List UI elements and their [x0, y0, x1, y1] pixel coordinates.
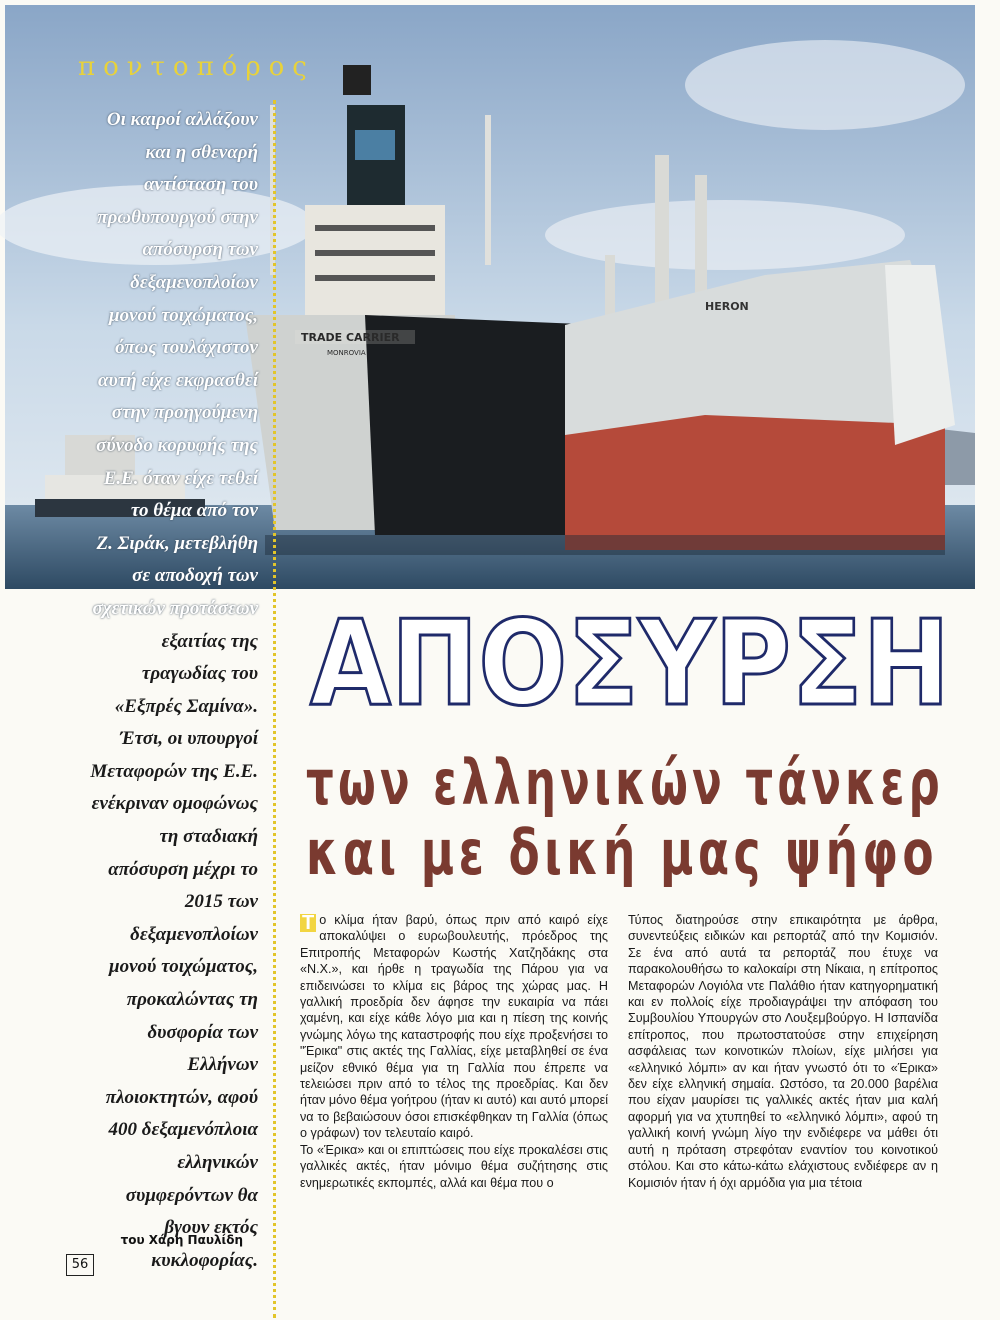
- intro-line: το θέμα από τον: [130, 500, 258, 522]
- intro-line: πρωθυπουργού στην: [97, 206, 258, 228]
- headline-line-3: [306, 812, 946, 906]
- body-col1-paragraph-1: ο κλίμα ήταν βαρύ, όπως πριν από καιρό είχε αποκαλύψει ο ευρωβουλευτής, πρόεδρος της Επιτροπής Μεταφορών Κωστής Χατζηδάκης στα «Ν.Χ.», και ήρθε η τραγωδία της Πάρου για να επιδεινώσει το κλίμα εις βάρος της χώρας μας. Η γαλλική προεδρία δεν άφησε την ευκαιρία να πάει χαμένη, και είχε κάθε λόγο μια και η πίεση της κοινής γνώμης λόγω της καταστροφής που είχε προξενήσει το "Έρικα" στις ακτές της Γαλλίας, είχε μεταβληθεί σε ένα μείζον εθνικό θέμα για τη Γαλλία που έπρεπε να τελειώσει πριν από το τέλος της προεδρίας. Και δεν ήταν μόνο θέμα γοήτρου (ήταν κι αυτό) και αυτό μπορεί να το βεβαιώσουν όσοι επισκέφθηκαν τη Γαλλία (όπως ο γράφων) τον τελευταίο καιρό.: [300, 913, 608, 1141]
- intro-line: Ε.Ε. όταν είχε τεθεί: [103, 467, 258, 489]
- body-column-1: [300, 912, 608, 1191]
- intro-line: Έτσι, οι υπουργοί: [119, 728, 258, 750]
- intro-text: [50, 104, 258, 1277]
- intro-text-over-photo: [50, 104, 258, 626]
- intro-line: πλοιοκτητών, αφού: [105, 1086, 258, 1108]
- intro-line: δυσφορία των: [147, 1021, 258, 1043]
- intro-line: σχετικών προτάσεων: [92, 597, 258, 619]
- headline-main: [300, 594, 960, 732]
- intro-line: βγουν εκτός: [164, 1217, 258, 1239]
- intro-line: Ελλήνων: [187, 1054, 258, 1076]
- intro-line: απόσυρση των: [142, 239, 258, 261]
- author-byline: του Χάρη Παυλίδη: [120, 1233, 243, 1247]
- intro-line: σε αποδοχή των: [132, 565, 258, 587]
- intro-line: 2015 των: [184, 891, 258, 913]
- page-number: 56: [66, 1254, 94, 1276]
- intro-line: όπως τουλάχιστον: [115, 337, 258, 359]
- intro-line: κυκλοφορίας.: [151, 1249, 258, 1271]
- intro-line: ελληνικών: [177, 1152, 258, 1173]
- intro-line: Οι καιροί αλλάζουν: [106, 109, 258, 130]
- intro-line: μονού τοιχώματος,: [109, 956, 258, 978]
- headline-line-3-text: και με δική μας ψήφο: [306, 816, 938, 889]
- body-col2-paragraph-1: Τύπος διατηρούσε στην επικαιρότητα με άρθρα, συνεντεύξεις ειδικών και ρεπορτάζ από την Κομισιόν. Σε ένα από αυτά τα ρεπορτάζ που έτυχε να παρακολουθήσω το καλοκαίρι στη Νίκαια, η επίτροπος Μεταφορών Λογιόλα ντε Παλάθιο ήταν κατηγορηματική και εν πολλοίς είχε προδιαγράψει την απόφαση του Συμβουλίου Υπουργών στο Λουξεμβούργο. Η Ισπανίδα επίτροπος, που πρωτοστατούσε στην επιχείρηση ασφάλειας των κοινοτικών πλοίων, είχε μιλήσει για «ελληνικό λόμπι» αν και ήταν γνωστό ότι το «Έρικα» δεν είχε ελληνική σημαία. Ωστόσο, τα 20.000 βαρέλια που είχαν μαυρίσει τις γαλλικές ακτές ήταν μια καλή αφορμή για να χτυπηθεί το «ελληνικό λόμπι», αφού τη γαλλική κοινή γνώμη λίγο την ενδιέφερε να μάθει ότι αυτή η πρόταση στρεφόταν εναντίον του κοινοτικού στόλου. Και στο κάτω-κάτω ελάχιστους ενδιέφερε αν η Κομισιόν ήταν ή όχι αρμόδια για μια τέτοια: [628, 913, 938, 1190]
- intro-line: τραγωδίας του: [141, 663, 258, 685]
- intro-line: μονού τοιχώματος,: [109, 304, 258, 326]
- ship-left-port: MONROVIA: [327, 349, 366, 357]
- ship-right-name: HERON: [705, 300, 749, 313]
- intro-line: αυτή είχε εκφρασθεί: [98, 369, 258, 391]
- headline-main-text: ΑΠΟΣΥΡΣΗ: [310, 594, 950, 732]
- dotted-divider: [273, 100, 276, 1318]
- ship-left-name: TRADE CARRIER: [301, 331, 400, 344]
- intro-text-below-photo: [50, 626, 258, 1278]
- body-col1-paragraph-2: Το «Έρικα» και οι επιπτώσεις που είχε προκαλέσει στις γαλλικές ακτές, ήταν μόνιμο θέμα συζήτησης στις ενημερωτικές εκπομπές, αλλά και θέμα που ο: [300, 1142, 608, 1190]
- intro-line: συμφερόντων θα: [125, 1184, 258, 1206]
- intro-line: δεξαμενοπλοίων: [130, 923, 258, 945]
- intro-line: απόσυρση μέχρι το: [108, 858, 258, 880]
- intro-line: και η σθεναρή: [145, 141, 258, 163]
- intro-line: 400 δεξαμενόπλοια: [108, 1119, 258, 1141]
- intro-line: προκαλώντας τη: [126, 989, 258, 1011]
- intro-line: αντίσταση του: [144, 174, 258, 196]
- intro-line: «Εξπρές Σαμίνα».: [114, 695, 258, 717]
- intro-line: σύνοδο κορυφής της: [96, 434, 258, 456]
- intro-line: Ζ. Σιράκ, μετεβλήθη: [96, 532, 258, 554]
- drop-cap: Τ: [302, 912, 315, 934]
- intro-line: τη σταδιακή: [159, 826, 258, 848]
- intro-line: στην προηγούμενη: [111, 402, 258, 424]
- headline-line-2-text: των ελληνικών τάνκερ: [306, 746, 944, 819]
- intro-line: δεξαμενοπλοίων: [130, 271, 258, 293]
- intro-line: Μεταφορών της Ε.Ε.: [90, 760, 258, 782]
- intro-line: ενέκριναν ομοφώνως: [91, 793, 258, 815]
- intro-line: εξαιτίας της: [161, 630, 258, 652]
- body-column-2: [628, 912, 938, 1191]
- section-label: ποντοπόρος: [78, 52, 315, 82]
